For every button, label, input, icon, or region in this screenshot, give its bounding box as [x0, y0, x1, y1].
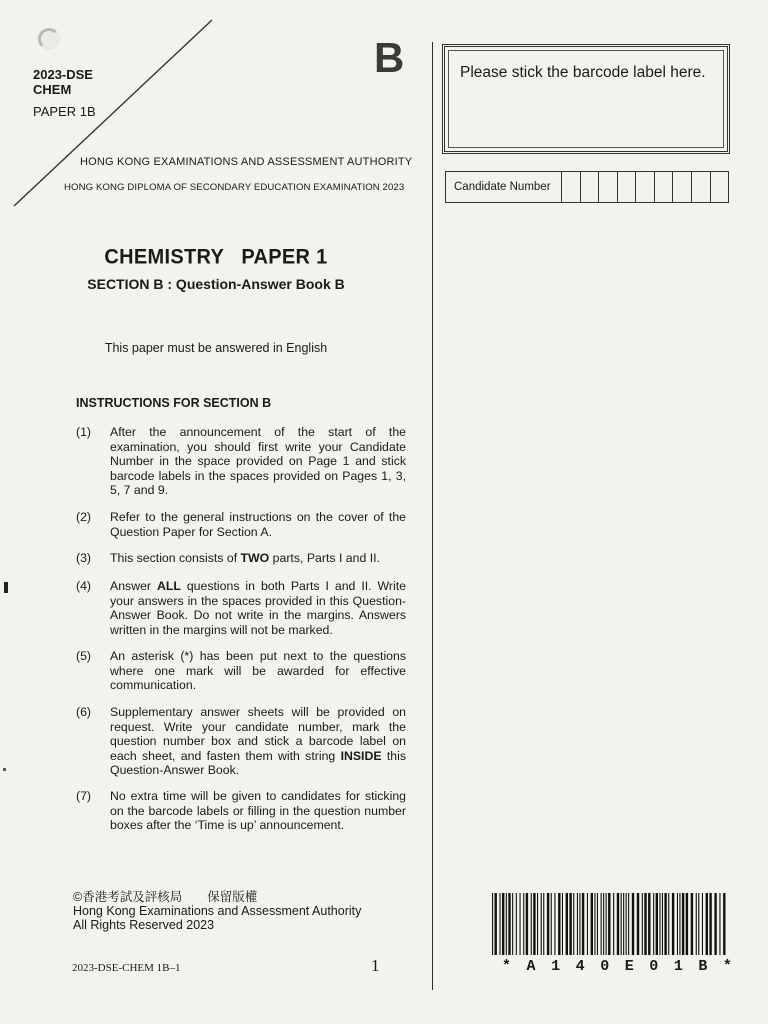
barcode-bar — [591, 893, 593, 955]
barcode-char: * — [502, 958, 512, 975]
exam-year: 2023-DSE — [33, 67, 93, 82]
barcode-bar — [608, 893, 610, 955]
barcode-bar — [547, 893, 549, 955]
barcode-bar — [526, 893, 528, 955]
section-subtitle: SECTION B : Question-Answer Book B — [87, 276, 345, 292]
barcode-bar — [642, 893, 643, 955]
barcode-bar — [566, 893, 568, 955]
instruction-number: (3) — [76, 551, 92, 565]
copyright-chinese: ©香港考試及評核局 保留版權 — [73, 890, 258, 904]
barcode-bar — [495, 893, 497, 955]
barcode-bar — [656, 893, 658, 955]
instruction-item — [76, 510, 406, 539]
barcode-bar — [543, 893, 544, 955]
barcode-bar — [541, 893, 542, 955]
candidate-digit-cell[interactable] — [636, 172, 655, 202]
barcode-bar — [632, 893, 634, 955]
barcode-bar — [533, 893, 535, 955]
barcode-bar — [672, 893, 674, 955]
instruction-item — [76, 649, 406, 693]
instruction-number: (5) — [76, 649, 92, 663]
barcode-bar — [516, 893, 517, 955]
margin-mark — [4, 582, 8, 593]
barcode-bar — [664, 893, 666, 955]
barcode-bar — [628, 893, 629, 955]
barcode-bar — [723, 893, 725, 955]
instruction-item — [76, 789, 406, 833]
barcode-bar — [682, 893, 684, 955]
barcode-bar — [523, 893, 524, 955]
barcode-bar — [702, 893, 703, 955]
language-note: This paper must be answered in English — [104, 341, 328, 355]
barcode-char: E — [624, 958, 634, 975]
barcode-bar — [714, 893, 716, 955]
instruction-text: Supplementary answer sheets will be provided on request. Write your candidate number, mark the question number box and stick a barcode label on each sheet, and fasten them with string INSIDE this Question-Answer Book. — [110, 705, 406, 777]
barcode-bar — [508, 893, 510, 955]
copyright-rights: All Rights Reserved 2023 — [73, 918, 215, 932]
barcode-bar — [659, 893, 660, 955]
barcode-bar — [617, 893, 619, 955]
barcode-bar — [719, 893, 720, 955]
candidate-number-field[interactable] — [445, 171, 729, 203]
instruction-text: Answer ALL questions in both Parts I and II. Write your answers in the spaces provided in this Question-Answer Book. Do not write in the margins. Answers written in the margins will not be marked. — [110, 579, 407, 637]
barcode-bar — [587, 893, 588, 955]
instruction-number: (6) — [76, 705, 92, 719]
barcode-bar — [626, 893, 627, 955]
candidate-digit-cell[interactable] — [692, 172, 711, 202]
candidate-digit-cell[interactable] — [599, 172, 618, 202]
candidate-digit-cell[interactable] — [562, 172, 581, 202]
candidate-digit-cell[interactable] — [618, 172, 637, 202]
barcode-bar — [551, 893, 552, 955]
instruction-item — [76, 551, 406, 566]
instruction-number: (2) — [76, 510, 92, 524]
barcode-bar — [502, 893, 504, 955]
paper-title: CHEMISTRY PAPER 1 — [104, 245, 328, 269]
barcode-char: B — [698, 958, 708, 975]
instruction-text: An asterisk (*) has been put next to the questions where one mark will be awarded for effective communication. — [110, 649, 406, 692]
barcode-char: 0 — [600, 958, 610, 975]
barcode-bar — [531, 893, 532, 955]
candidate-digit-cell[interactable] — [581, 172, 600, 202]
barcode-bar — [696, 893, 697, 955]
column-divider — [432, 42, 433, 990]
barcode-label-box — [442, 44, 730, 154]
barcode-char: A — [526, 958, 536, 975]
barcode-bar — [573, 893, 574, 955]
instruction-number: (4) — [76, 579, 92, 593]
exam-name: HONG KONG DIPLOMA OF SECONDARY EDUCATION EXAMINATION 2023 — [64, 182, 405, 193]
barcode-bar — [621, 893, 622, 955]
barcode-instruction: Please stick the barcode label here. — [460, 64, 706, 81]
page-number: 1 — [371, 956, 380, 975]
barcode-bar — [579, 893, 580, 955]
exam-subject: CHEM — [33, 82, 72, 97]
instruction-text: This section consists of TWO parts, Parts I and II. — [110, 551, 380, 565]
barcode-char: 4 — [575, 958, 585, 975]
barcode-text — [502, 958, 732, 975]
barcode-bar — [558, 893, 560, 955]
barcode-char: 0 — [649, 958, 659, 975]
authority-name: HONG KONG EXAMINATIONS AND ASSESSMENT AUTHORITY — [80, 156, 413, 168]
instruction-item — [76, 425, 406, 498]
barcode-bar — [709, 893, 711, 955]
barcode-bar — [577, 893, 578, 955]
barcode-bar — [562, 893, 563, 955]
barcode-bar — [512, 893, 513, 955]
barcode-bar — [644, 893, 646, 955]
barcode-bar — [594, 893, 595, 955]
instruction-number: (1) — [76, 425, 92, 439]
barcode-bar — [500, 893, 501, 955]
barcode-bar — [648, 893, 650, 955]
barcode-bar — [506, 893, 507, 955]
instruction-text: No extra time will be given to candidates for sticking on the barcode labels or filling in the question number boxes after the ‘Time is up’ announcement. — [110, 789, 406, 832]
barcode-bar — [686, 893, 688, 955]
barcode-bar — [492, 893, 493, 955]
barcode-bar — [613, 893, 614, 955]
barcode-bar — [679, 893, 680, 955]
instructions-heading: INSTRUCTIONS FOR SECTION B — [76, 396, 272, 410]
barcode-char: 1 — [673, 958, 683, 975]
barcode-bar — [691, 893, 693, 955]
instruction-text: After the announcement of the start of the examination, you should first write your Candidate Number in the space provided on Page 1 and stick barcode labels in the spaces provided on Pages 1, 3, 5, 7 and 9. — [110, 425, 406, 497]
paper-code: PAPER 1B — [33, 104, 96, 119]
exam-code — [33, 67, 93, 97]
barcode-bar — [569, 893, 571, 955]
footer-code: 2023-DSE-CHEM 1B–1 — [72, 962, 181, 974]
barcode-bar — [668, 893, 669, 955]
candidate-number-label: Candidate Number — [446, 172, 562, 202]
barcode-bar — [603, 893, 604, 955]
candidate-digit-cell[interactable] — [673, 172, 692, 202]
barcode-bar — [582, 893, 584, 955]
barcode-bar — [606, 893, 607, 955]
barcode-bar — [637, 893, 639, 955]
barcode-bar — [520, 893, 521, 955]
barcode-bar — [698, 893, 699, 955]
barcode-image — [490, 893, 730, 955]
barcode-char: * — [722, 958, 732, 975]
barcode-bar — [537, 893, 538, 955]
barcode-char: 1 — [551, 958, 561, 975]
instruction-text: Refer to the general instructions on the cover of the Question Paper for Section A. — [110, 510, 406, 539]
candidate-digit-cell[interactable] — [711, 172, 729, 202]
barcode-bar — [623, 893, 624, 955]
margin-dot — [3, 768, 6, 771]
barcode-bar — [706, 893, 708, 955]
barcode-bar — [601, 893, 602, 955]
barcode-bar — [554, 893, 555, 955]
barcode-bar — [662, 893, 663, 955]
instruction-number: (7) — [76, 789, 92, 803]
barcode-bar — [653, 893, 654, 955]
version-letter: B — [374, 34, 405, 81]
instruction-item — [76, 705, 406, 778]
barcode-bar — [677, 893, 678, 955]
barcode-bar — [597, 893, 598, 955]
copyright-authority: Hong Kong Examinations and Assessment Authority — [73, 904, 362, 918]
candidate-digit-cell[interactable] — [655, 172, 674, 202]
instruction-item — [76, 579, 406, 637]
